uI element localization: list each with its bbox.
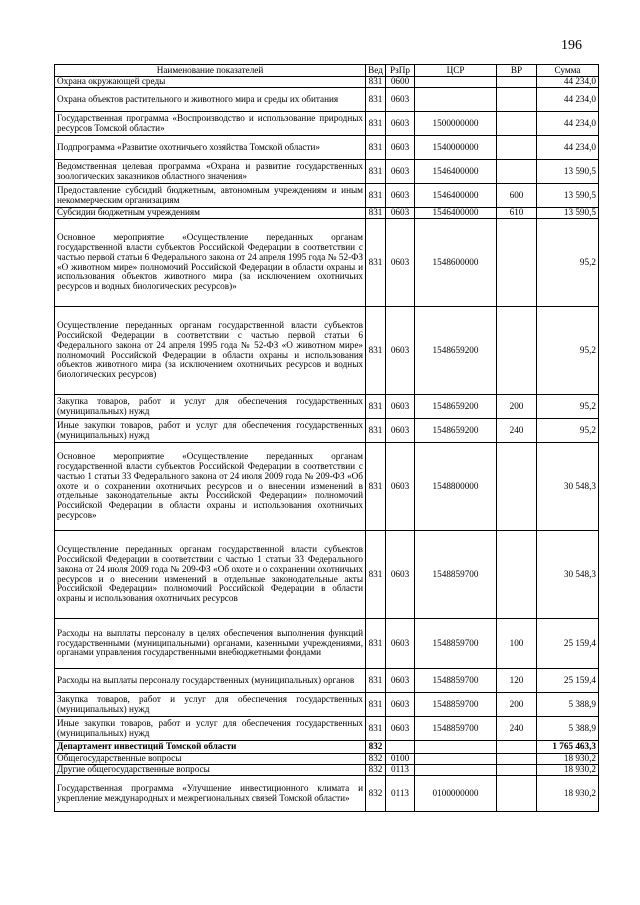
cell-rzpr: 0603: [386, 136, 415, 160]
cell-vr: [497, 443, 537, 531]
cell-vr: [497, 136, 537, 160]
cell-vr: 240: [497, 419, 537, 443]
cell-sum: 30 548,3: [537, 531, 599, 619]
page-number: 196: [561, 38, 582, 53]
cell-vr: [497, 776, 537, 812]
cell-ved: 831: [366, 136, 386, 160]
cell-csr: 1500000000: [415, 112, 497, 136]
cell-ved: 831: [366, 693, 386, 717]
cell-rzpr: 0603: [386, 443, 415, 531]
cell-sum: 95,2: [537, 307, 599, 395]
cell-rzpr: 0603: [386, 219, 415, 307]
cell-rzpr: [386, 741, 415, 754]
cell-csr: 1540000000: [415, 136, 497, 160]
cell-csr: [415, 754, 497, 765]
cell-ved: 831: [366, 184, 386, 208]
cell-name: Государственная программа «Воспроизводство и использование природных ресурсов Томской области»: [55, 112, 366, 136]
table-row: [55, 717, 599, 741]
cell-sum: 30 548,3: [537, 443, 599, 531]
cell-sum: 18 930,2: [537, 776, 599, 812]
cell-csr: 1546400000: [415, 160, 497, 184]
cell-name: Другие общегосударственные вопросы: [55, 765, 366, 776]
column-header-vr: ВР: [497, 65, 537, 77]
column-header-rzpr: РзПр: [386, 65, 415, 77]
cell-vr: 200: [497, 395, 537, 419]
cell-vr: 610: [497, 208, 537, 219]
cell-rzpr: 0603: [386, 619, 415, 669]
table-row: [55, 136, 599, 160]
cell-name: Расходы на выплаты персоналу государственных (муниципальных) органов: [55, 669, 366, 693]
cell-name: Государственная программа «Улучшение инвестиционного климата и укрепление международных и межрегиональных связей Томской области»: [55, 776, 366, 812]
cell-rzpr: 0113: [386, 765, 415, 776]
table-row: [55, 693, 599, 717]
cell-ved: 832: [366, 754, 386, 765]
cell-name: Охрана объектов растительного и животного мира и среды их обитания: [55, 88, 366, 112]
cell-vr: [497, 77, 537, 88]
cell-rzpr: 0603: [386, 112, 415, 136]
cell-rzpr: 0603: [386, 717, 415, 741]
table-row: [55, 741, 599, 754]
cell-csr: 1548800000: [415, 443, 497, 531]
cell-vr: [497, 765, 537, 776]
table-row: [55, 307, 599, 395]
cell-csr: 1548859700: [415, 669, 497, 693]
cell-csr: 1548859700: [415, 693, 497, 717]
cell-sum: 25 159,4: [537, 619, 599, 669]
cell-ved: 832: [366, 776, 386, 812]
cell-rzpr: 0600: [386, 77, 415, 88]
cell-name: Подпрограмма «Развитие охотничьего хозяйства Томской области»: [55, 136, 366, 160]
cell-ved: 831: [366, 619, 386, 669]
table-row: [55, 765, 599, 776]
table-row: [55, 443, 599, 531]
cell-name: Охрана окружающей среды: [55, 77, 366, 88]
cell-csr: 0100000000: [415, 776, 497, 812]
cell-name: Закупка товаров, работ и услуг для обеспечения государственных (муниципальных) нужд: [55, 395, 366, 419]
cell-vr: 200: [497, 693, 537, 717]
cell-name: Расходы на выплаты персоналу в целях обеспечения выполнения функций государственными (муниципальными) органами, казенными учреждениями, органами управления государственными внебюджетными фондами: [55, 619, 366, 669]
table-row: [55, 88, 599, 112]
cell-name: Основное мероприятие «Осуществление переданных органам государственной власти субъектов Российской Федерации в соответствии с частью первой статьи 6 Федерального закона от 24 апреля 1995 года № 52-ФЗ «О животном мире» полномочий Российской Федерации в области охраны и использования объектов животного мира (за исключением охотничьих ресурсов и водных биологических ресурсов)»: [55, 219, 366, 307]
cell-name: Основное мероприятие «Осуществление переданных органам государственной власти субъектов Российской Федерации в соответствии с частью 1 статьи 33 Федерального закона от 24 июля 2009 года № 209-ФЗ «Об охоте и о сохранении охотничьих ресурсов и о внесении изменений в отдельные законодательные акты Российской Федерации» полномочий Российской Федерации в области охраны и использования охотничьих ресурсов»: [55, 443, 366, 531]
cell-csr: 1548859700: [415, 717, 497, 741]
table-row: [55, 395, 599, 419]
table-row: [55, 419, 599, 443]
table-header-row: [55, 65, 599, 77]
cell-vr: [497, 160, 537, 184]
cell-ved: 831: [366, 419, 386, 443]
cell-csr: 1546400000: [415, 184, 497, 208]
table-row: [55, 754, 599, 765]
cell-ved: 831: [366, 112, 386, 136]
cell-sum: 44 234,0: [537, 77, 599, 88]
table-row: [55, 776, 599, 812]
cell-rzpr: 0603: [386, 184, 415, 208]
table-row: [55, 531, 599, 619]
cell-sum: 5 388,9: [537, 693, 599, 717]
cell-csr: 1548859700: [415, 531, 497, 619]
table-row: [55, 77, 599, 88]
cell-sum: 5 388,9: [537, 717, 599, 741]
cell-sum: 25 159,4: [537, 669, 599, 693]
cell-vr: [497, 531, 537, 619]
cell-rzpr: 0113: [386, 776, 415, 812]
cell-ved: 831: [366, 443, 386, 531]
cell-vr: [497, 741, 537, 754]
cell-csr: 1548659200: [415, 419, 497, 443]
cell-ved: 831: [366, 160, 386, 184]
cell-vr: 240: [497, 717, 537, 741]
cell-sum: 13 590,5: [537, 160, 599, 184]
cell-vr: [497, 112, 537, 136]
cell-ved: 831: [366, 669, 386, 693]
cell-rzpr: 0603: [386, 669, 415, 693]
cell-ved: 832: [366, 741, 386, 754]
cell-sum: 18 930,2: [537, 765, 599, 776]
cell-csr: [415, 88, 497, 112]
cell-sum: 18 930,2: [537, 754, 599, 765]
table-row: [55, 219, 599, 307]
cell-csr: 1548659200: [415, 307, 497, 395]
cell-vr: 100: [497, 619, 537, 669]
cell-sum: 44 234,0: [537, 136, 599, 160]
cell-name: Иные закупки товаров, работ и услуг для обеспечения государственных (муниципальных) нужд: [55, 717, 366, 741]
cell-name: Предоставление субсидий бюджетным, автономным учреждениям и иным некоммерческим организациям: [55, 184, 366, 208]
cell-csr: [415, 77, 497, 88]
table-row: [55, 160, 599, 184]
cell-name: Закупка товаров, работ и услуг для обеспечения государственных (муниципальных) нужд: [55, 693, 366, 717]
cell-ved: 832: [366, 765, 386, 776]
cell-vr: 120: [497, 669, 537, 693]
column-header-ved: Вед: [366, 65, 386, 77]
cell-ved: 831: [366, 531, 386, 619]
cell-rzpr: 0100: [386, 754, 415, 765]
cell-name: Общегосударственные вопросы: [55, 754, 366, 765]
cell-vr: [497, 754, 537, 765]
cell-name: Осуществление переданных органам государственной власти субъектов Российской Федерации в соответствии с частью 1 статьи 33 Федерального закона от 24 июля 2009 года № 209-ФЗ «Об охоте и о сохранении охотничьих ресурсов и о внесении изменений в отдельные законодательные акты Российской Федерации» полномочий Российской Федерации в области охраны и использования охотничьих ресурсов: [55, 531, 366, 619]
budget-table: [54, 64, 599, 812]
cell-ved: 831: [366, 77, 386, 88]
cell-rzpr: 0603: [386, 88, 415, 112]
cell-rzpr: 0603: [386, 160, 415, 184]
table-row: [55, 669, 599, 693]
cell-sum: 13 590,5: [537, 208, 599, 219]
cell-sum: 44 234,0: [537, 112, 599, 136]
cell-ved: 831: [366, 88, 386, 112]
cell-vr: [497, 307, 537, 395]
cell-vr: [497, 219, 537, 307]
cell-name: Ведомственная целевая программа «Охрана и развитие государственных зоологических заказников областного значения»: [55, 160, 366, 184]
cell-vr: 600: [497, 184, 537, 208]
cell-rzpr: 0603: [386, 395, 415, 419]
cell-name: Субсидии бюджетным учреждениям: [55, 208, 366, 219]
cell-name: Осуществление переданных органам государственной власти субъектов Российской Федерации в соответствии с частью первой статьи 6 Федерального закона от 24 апреля 1995 года № 52-ФЗ «О животном мире» полномочий Российской Федерации в области охраны и использования объектов животного мира (за исключением охотничьих ресурсов и водных биологических ресурсов): [55, 307, 366, 395]
cell-sum: 44 234,0: [537, 88, 599, 112]
cell-ved: 831: [366, 208, 386, 219]
column-header-csr: ЦСР: [415, 65, 497, 77]
cell-sum: 1 765 463,3: [537, 741, 599, 754]
cell-sum: 13 590,5: [537, 184, 599, 208]
cell-rzpr: 0603: [386, 208, 415, 219]
cell-vr: [497, 88, 537, 112]
cell-ved: 831: [366, 307, 386, 395]
cell-ved: 831: [366, 717, 386, 741]
table-row: [55, 208, 599, 219]
cell-rzpr: 0603: [386, 531, 415, 619]
cell-sum: 95,2: [537, 219, 599, 307]
cell-csr: [415, 741, 497, 754]
cell-ved: 831: [366, 219, 386, 307]
table-row: [55, 184, 599, 208]
cell-csr: 1548659200: [415, 395, 497, 419]
cell-sum: 95,2: [537, 419, 599, 443]
cell-sum: 95,2: [537, 395, 599, 419]
cell-csr: [415, 765, 497, 776]
cell-name: Иные закупки товаров, работ и услуг для обеспечения государственных (муниципальных) нужд: [55, 419, 366, 443]
cell-rzpr: 0603: [386, 419, 415, 443]
column-header-sum: Сумма: [537, 65, 599, 77]
cell-name: Департамент инвестиций Томской области: [55, 741, 366, 754]
cell-csr: 1548859700: [415, 619, 497, 669]
table-row: [55, 619, 599, 669]
table-row: [55, 112, 599, 136]
cell-csr: 1546400000: [415, 208, 497, 219]
column-header-name: Наименование показателей: [55, 65, 366, 77]
cell-rzpr: 0603: [386, 693, 415, 717]
cell-ved: 831: [366, 395, 386, 419]
cell-csr: 1548600000: [415, 219, 497, 307]
cell-rzpr: 0603: [386, 307, 415, 395]
